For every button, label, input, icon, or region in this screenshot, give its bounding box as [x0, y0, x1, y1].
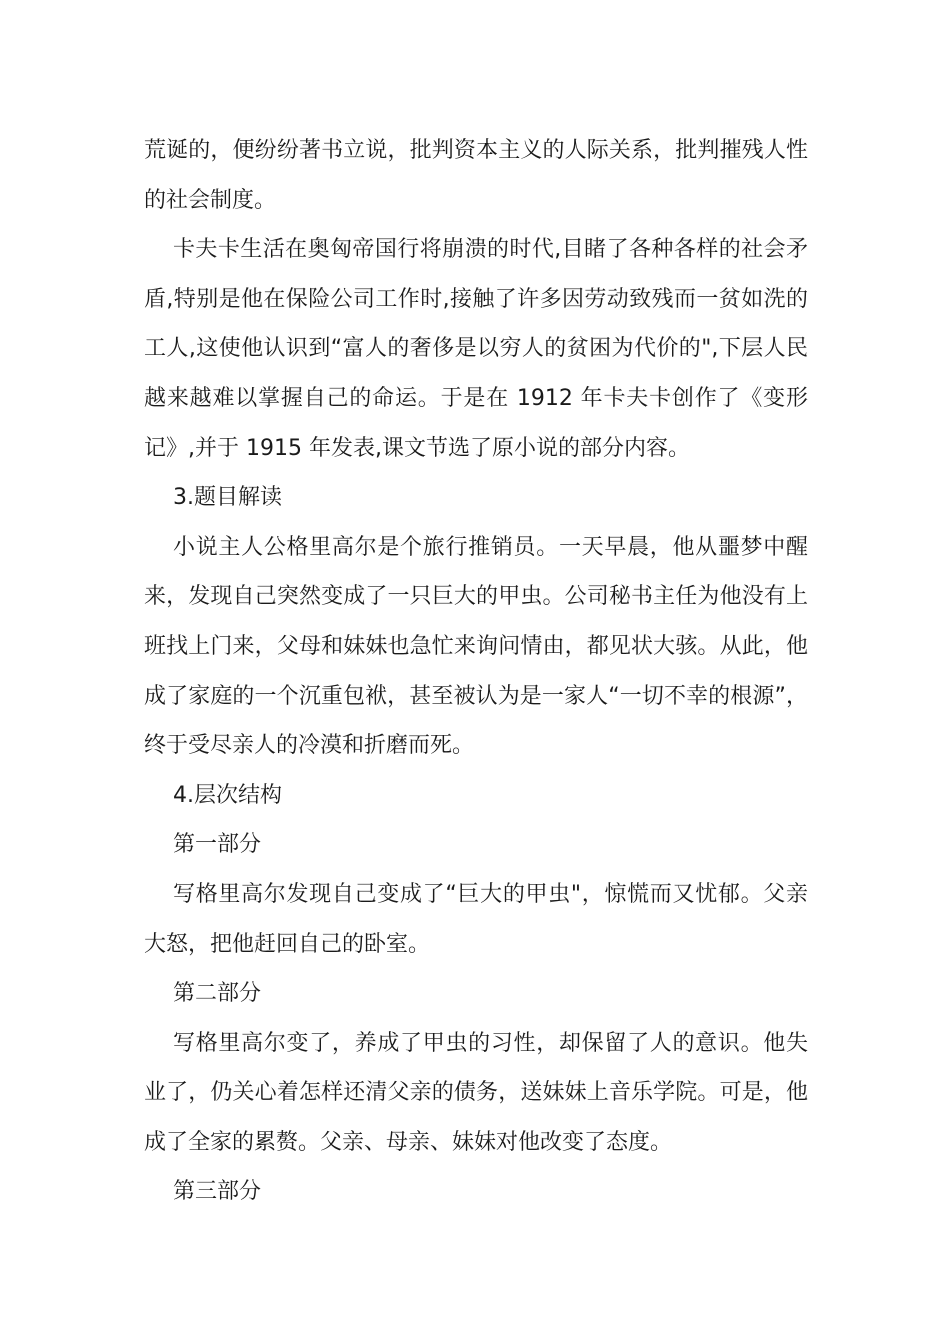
section-heading-structure: 4.层次结构: [173, 782, 282, 808]
part-heading-2: 第二部分: [173, 981, 262, 1007]
paragraph-plot-summary: 小说主人公格里高尔是个旅行推销员。一天早晨，他从噩梦中醒来，发现自己突然变成了一只巨大的甲虫。公司秘书主任为他没有上班找上门来，父母和妹妹也急忙来询问情由，都见状大骇。从此，他成了家庭的一个沉重包袱，甚至被认为是一家人“一切不幸的根源”，终于受尽亲人的冷漠和折磨而死。: [144, 534, 808, 759]
paragraph-background: 卡夫卡生活在奥匈帝国行将崩溃的时代,目睹了各种各样的社会矛盾,特别是他在保险公司工作时,接触了许多因劳动致残而一贫如洗的工人,这使他认识到“富人的奢侈是以穷人的贫困为代价的",下层人民越来越难以掌握自己的命运。于是在 1912 年卡夫卡创作了《变形记》,并于 1915 年发表,课文节选了原小说的部分内容。: [144, 237, 808, 461]
part-heading-1: 第一部分: [173, 832, 262, 858]
paragraph-part-2: 写格里高尔变了，养成了甲虫的习性，却保留了人的意识。他失业了，仍关心着怎样还清父亲的债务，送妹妹上音乐学院。可是，他成了全家的累赘。父亲、母亲、妹妹对他改变了态度。: [144, 1030, 808, 1155]
part-heading-3: 第三部分: [173, 1179, 262, 1205]
paragraph-part-1: 写格里高尔发现自己变成了“巨大的甲虫"，惊慌而又忧郁。父亲大怒，把他赶回自己的卧室。: [144, 881, 808, 957]
paragraph-continuation: 荒诞的，便纷纷著书立说，批判资本主义的人际关系，批判摧残人性的社会制度。: [144, 138, 808, 213]
document-body: [144, 126, 808, 1217]
section-heading-title-interpretation: 3.题目解读: [173, 485, 282, 511]
